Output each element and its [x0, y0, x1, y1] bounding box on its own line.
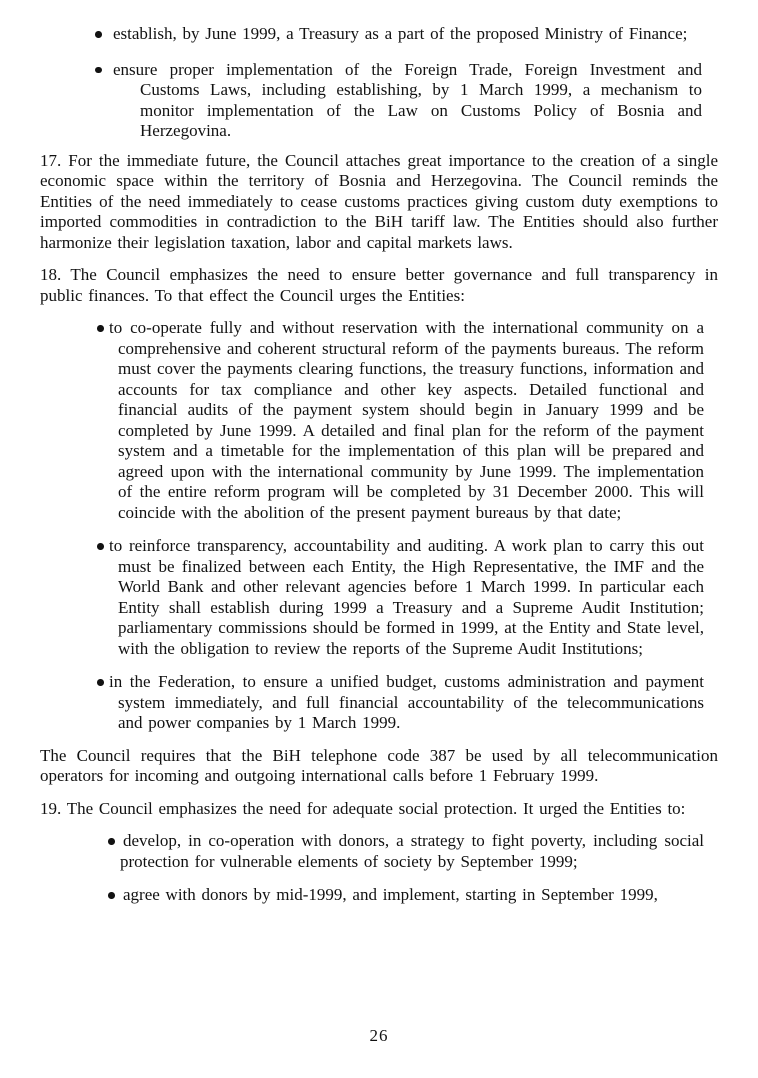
- list-item: [40, 672, 704, 734]
- list-item-text: to reinforce transparency, accountability and auditing. A work plan to carry this out must be finalized between each Entity, the High Representative, the IMF and the World Bank and other relevant agencies before 1 March 1999. In particular each Entity shall establish during 1999 a Treasury and a Supreme Audit Institution; parliamentary commissions should be formed in 1999, at the Entity and State level, with the obligation to review the reports of the Supreme Audit Institutions;: [109, 536, 704, 658]
- list-item-text: ensure proper implementation of the Foreign Trade, Foreign Investment and Customs Laws, including establishing, by 1 March 1999, a mechanism to monitor implementation of the Law on Customs Policy of Bosnia and Herzegovina.: [113, 59, 702, 140]
- bullet-icon: [95, 31, 102, 38]
- social-protection-bullet-list: [40, 831, 718, 906]
- bullet-icon: [108, 838, 115, 845]
- list-item: [40, 318, 704, 523]
- bullet-icon: [97, 679, 104, 686]
- list-item: [40, 536, 704, 659]
- bullet-icon: [97, 543, 104, 550]
- list-item-text: to co-operate fully and without reservation with the international community on a comprehensive and coherent structural reform of the payments bureaus. The reform must cover the payments clearing functions, the treasury functions, information and accounts for tax compliance and other key aspects. Detailed functional and financial audits of the payment system should begin in January 1999 and be completed by June 1999. A detailed and final plan for the reform of the payment system and a timetable for the implementation of this plan will be prepared and agreed upon with the international community by June 1999. The implementation of the entire reform program will be completed by 31 December 2000. This will coincide with the abolition of the present payment bureaus by that date;: [109, 318, 704, 522]
- list-item-text: establish, by June 1999, a Treasury as a part of the proposed Ministry of Finance;: [113, 24, 688, 43]
- list-item: [40, 885, 704, 906]
- paragraph-17: 17. For the immediate future, the Council attaches great importance to the creation of a single economic space within the territory of Bosnia and Herzegovina. The Council reminds the Entities of the need immediately to cease customs practices giving custom duty exemptions to imported commodities in contradiction to the BiH tariff law. The Entities should also further harmonize their legislation taxation, labor and capital markets laws.: [40, 150, 718, 252]
- bullet-icon: [95, 67, 102, 74]
- intro-bullet-list: [40, 24, 718, 142]
- list-item-text: agree with donors by mid-1999, and implement, starting in September 1999,: [123, 885, 658, 904]
- paragraph-18: 18. The Council emphasizes the need to ensure better governance and full transparency in public finances. To that effect the Council urges the Entities:: [40, 265, 718, 305]
- list-item: [40, 60, 702, 142]
- paragraph-19: 19. The Council emphasizes the need for adequate social protection. It urged the Entities to:: [40, 798, 686, 818]
- list-item: [40, 24, 702, 45]
- page-number: 26: [369, 1026, 389, 1045]
- bullet-icon: [97, 325, 104, 332]
- paragraph-telephone-code: The Council requires that the BiH telephone code 387 be used by all telecommunication operators for incoming and outgoing international calls before 1 February 1999.: [40, 745, 718, 785]
- list-item: [40, 831, 704, 872]
- list-item-text: in the Federation, to ensure a unified budget, customs administration and payment system immediately, and full financial accountability of the telecommunications and power companies by 1 March 1999.: [109, 672, 704, 732]
- governance-bullet-list: [40, 318, 718, 734]
- list-item-text: develop, in co-operation with donors, a strategy to fight poverty, including social protection for vulnerable elements of society by September 1999;: [120, 831, 704, 871]
- bullet-icon: [108, 892, 115, 899]
